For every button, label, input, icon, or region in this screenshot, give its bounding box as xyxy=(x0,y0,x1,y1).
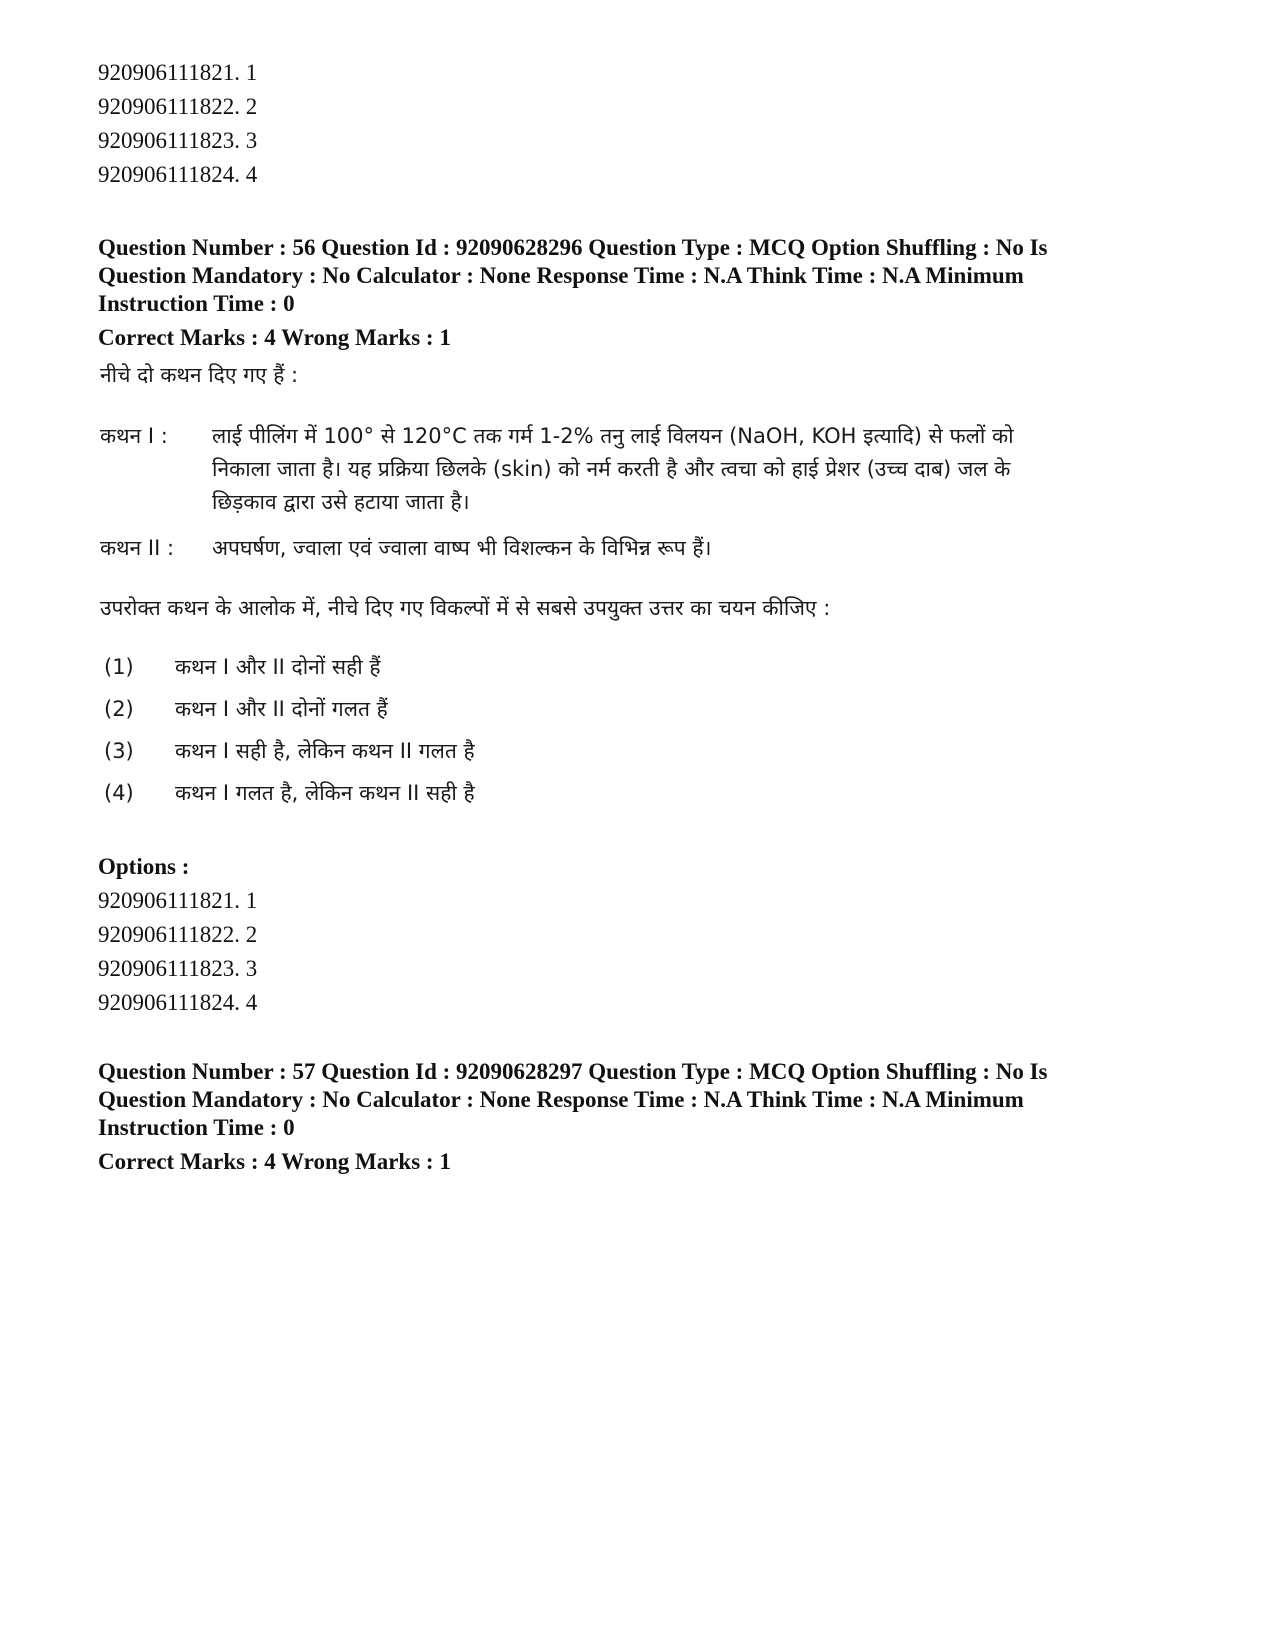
option-line: 920906111823. 3 xyxy=(98,956,258,981)
question-meta-line: Question Mandatory : No Calculator : None Response Time : N.A Think Time : N.A Minimum xyxy=(98,263,1024,288)
choice-number: (3) xyxy=(104,739,134,763)
choice-number: (4) xyxy=(104,781,134,805)
instruction-text: उपरोक्त कथन के आलोक में, नीचे दिए गए विकल्पों में से सबसे उपयुक्त उत्तर का चयन कीजिए : xyxy=(100,596,831,620)
statement-1-label: कथन I : xyxy=(100,424,168,448)
marks-line: Correct Marks : 4 Wrong Marks : 1 xyxy=(98,325,451,350)
question-56-header xyxy=(98,234,1048,375)
question-meta-line: Question Mandatory : No Calculator : None Response Time : N.A Think Time : N.A Minimum xyxy=(98,1087,1024,1112)
statement-2-label: कथन II : xyxy=(100,536,175,560)
question-intro: नीचे दो कथन दिए गए हैं : xyxy=(100,363,299,387)
question-57-header xyxy=(98,1058,1048,1199)
option-line: 920906111824. 4 xyxy=(98,990,258,1015)
choice-text: कथन I और II दोनों गलत हैं xyxy=(175,697,388,721)
option-line: 920906111821. 1 xyxy=(98,60,258,85)
question-meta-line: Instruction Time : 0 xyxy=(98,291,295,316)
choice-number: (2) xyxy=(104,697,134,721)
question-56-options xyxy=(98,850,257,1020)
option-line: 920906111823. 3 xyxy=(98,128,258,153)
statement-2 xyxy=(100,532,1060,566)
question-meta-line: Question Number : 56 Question Id : 92090628296 Question Type : MCQ Option Shuffling : No Is xyxy=(98,235,1048,260)
options-label: Options : xyxy=(98,854,190,879)
question-meta-line: Question Number : 57 Question Id : 92090628297 Question Type : MCQ Option Shuffling : No Is xyxy=(98,1059,1048,1084)
instruction xyxy=(100,592,1060,626)
marks-line: Correct Marks : 4 Wrong Marks : 1 xyxy=(98,1149,451,1174)
option-line: 920906111822. 2 xyxy=(98,94,258,119)
choice-text: कथन I और II दोनों सही हैं xyxy=(175,655,381,679)
option-line: 920906111824. 4 xyxy=(98,162,258,187)
choice-number: (1) xyxy=(104,655,134,679)
previous-options-list xyxy=(98,56,257,192)
option-line: 920906111822. 2 xyxy=(98,922,258,947)
option-line: 920906111821. 1 xyxy=(98,888,258,913)
question-56-body xyxy=(100,360,1100,820)
statement-1 xyxy=(100,420,1060,530)
choice-text: कथन I गलत है, लेकिन कथन II सही है xyxy=(175,781,475,805)
question-meta-line: Instruction Time : 0 xyxy=(98,1115,295,1140)
statement-1-text: लाई पीलिंग में 100° से 120°C तक गर्म 1-2% तनु लाई विलयन (NaOH, KOH इत्यादि) से फलों को निकाला जाता है। यह प्रक्रिया छिलके (skin) को नर्म करती है और त्वचा को हाई प्रेशर (उच्च दाब) जल के छिड़काव द्वारा उसे हटाया जाता है। xyxy=(212,424,1014,514)
choice-text: कथन I सही है, लेकिन कथन II गलत है xyxy=(175,739,475,763)
statement-2-text: अपघर्षण, ज्वाला एवं ज्वाला वाष्प भी विशल्कन के विभिन्न रूप हैं। xyxy=(212,536,712,560)
